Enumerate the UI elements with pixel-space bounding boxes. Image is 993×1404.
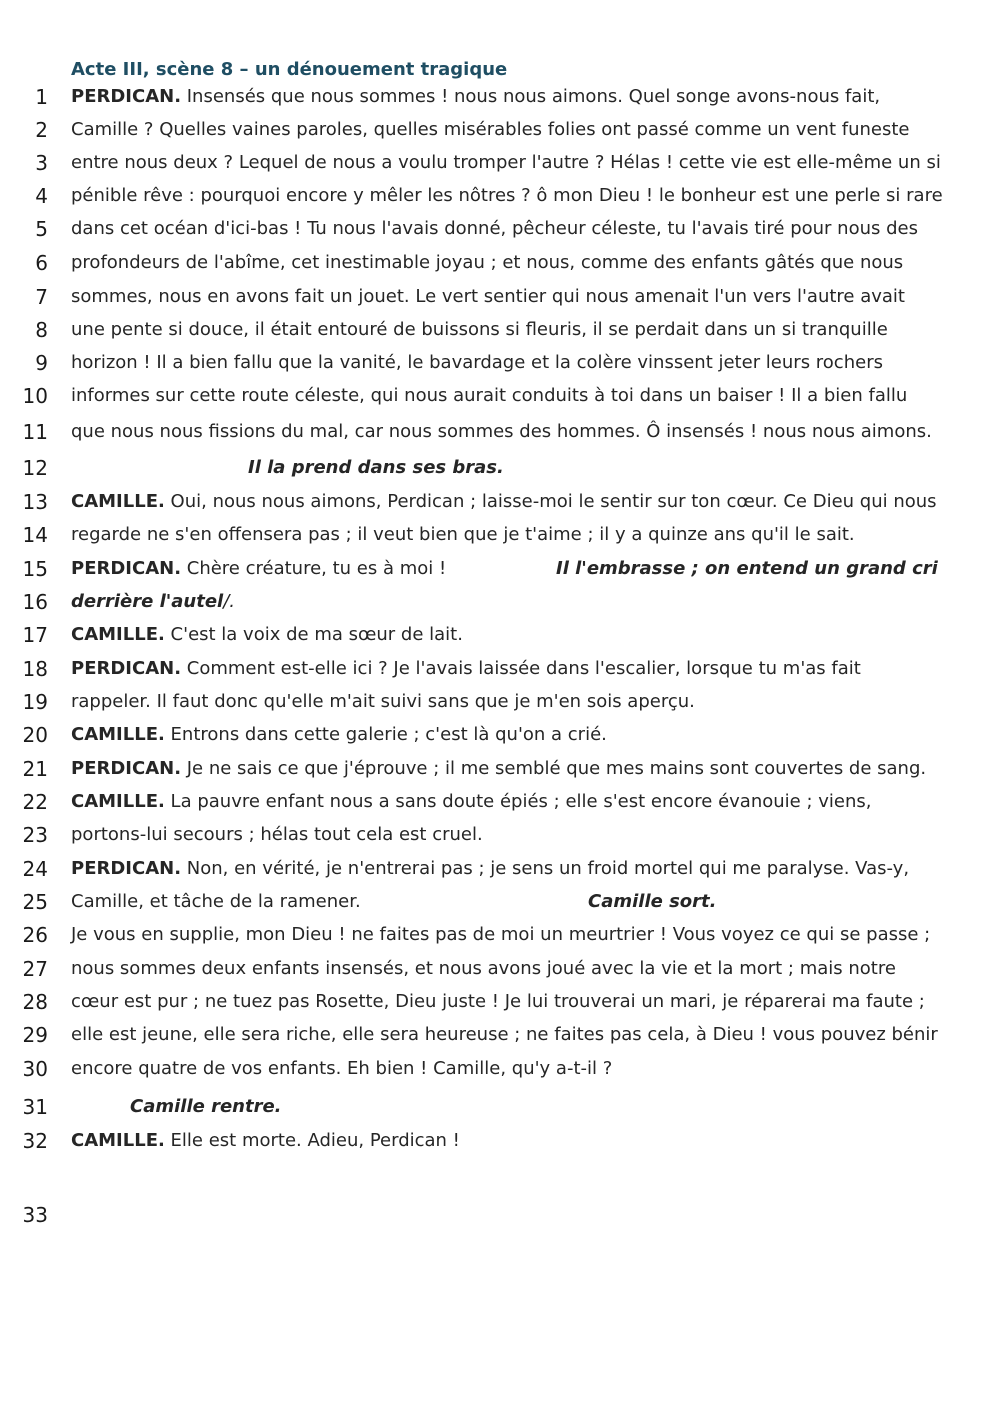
line-number: 19 [22,690,48,714]
dialogue-text: portons-lui secours ; hélas tout cela est cruel. [71,824,483,845]
stage-direction-tail: /. [223,591,235,612]
dialogue-text: informes sur cette route céleste, qui nous aurait conduits à toi dans un baiser ! Il a bien fallu [71,385,908,406]
speaker-name: CAMILLE. [71,491,165,512]
dialogue-text: entre nous deux ? Lequel de nous a voulu tromper l'autre ? Hélas ! cette vie est elle-même un si [71,152,941,173]
speaker-name: PERDICAN. [71,86,182,107]
line-number: 10 [22,384,48,408]
line-number: 11 [22,420,48,444]
dialogue-text: regarde ne s'en offensera pas ; il veut bien que je t'aime ; il y a quinze ans qu'il le sait. [71,524,855,545]
dialogue-text: cœur est pur ; ne tuez pas Rosette, Dieu juste ! Je lui trouverai un mari, je réparerai ma faute ; [71,991,925,1012]
dialogue-text: horizon ! Il a bien fallu que la vanité, le bavardage et la colère vinssent jeter leurs rochers [71,352,883,373]
speaker-name: PERDICAN. [71,558,182,579]
line-number: 6 [35,251,48,275]
line-number: 32 [22,1129,48,1153]
speaker-name: CAMILLE. [71,624,165,645]
line-13 [0,491,993,521]
line-24 [0,858,993,888]
line-number: 5 [35,217,48,241]
speaker-name: PERDICAN. [71,658,182,679]
line-29 [0,1024,993,1054]
line-18 [0,658,993,688]
line-15 [0,558,993,588]
line-number: 15 [22,557,48,581]
line-31 [0,1096,993,1126]
line-8 [0,319,993,349]
dialogue-text: Entrons dans cette galerie ; c'est là qu'on a crié. [164,724,607,745]
line-28 [0,991,993,1021]
line-number: 2 [35,118,48,142]
line-20 [0,724,993,754]
dialogue-text: Oui, nous nous aimons, Perdican ; laisse-moi le sentir sur ton cœur. Ce Dieu qui nous [164,491,937,512]
line-number: 30 [22,1057,48,1081]
dialogue-text: pénible rêve : pourquoi encore y mêler les nôtres ? ô mon Dieu ! le bonheur est une perle si rare [71,185,943,206]
speaker-name: CAMILLE. [71,791,165,812]
line-number: 4 [35,184,48,208]
line-number: 23 [22,823,48,847]
dialogue-text: sommes, nous en avons fait un jouet. Le vert sentier qui nous amenait l'un vers l'autre avait [71,286,905,307]
line-number: 16 [22,590,48,614]
speaker-name: PERDICAN. [71,758,182,779]
speaker-name: CAMILLE. [71,724,165,745]
dialogue-text: rappeler. Il faut donc qu'elle m'ait suivi sans que je m'en sois aperçu. [71,691,695,712]
dialogue-text: La pauvre enfant nous a sans doute épiés ; elle s'est encore évanouie ; viens, [164,791,872,812]
line-text [71,624,463,645]
line-25 [0,891,993,921]
line-4 [0,185,993,215]
line-text [71,758,926,779]
dialogue-text: Non, en vérité, je n'entrerai pas ; je sens un froid mortel qui me paralyse. Vas-y, [181,858,910,879]
line-number: 13 [22,490,48,514]
dialogue-text: Camille, et tâche de la ramener. [71,891,361,912]
line-1 [0,86,993,116]
line-number: 31 [22,1095,48,1119]
line-3 [0,152,993,182]
line-12 [0,457,993,487]
line-number: 9 [35,351,48,375]
line-17 [0,624,993,654]
line-14 [0,524,993,554]
line-number: 20 [22,723,48,747]
dialogue-text: profondeurs de l'abîme, cet inestimable joyau ; et nous, comme des enfants gâtés que nous [71,252,904,273]
dialogue-text: Elle est morte. Adieu, Perdican ! [164,1130,460,1151]
line-text [71,558,446,579]
line-number: 14 [22,523,48,547]
line-number: 25 [22,890,48,914]
line-number: 26 [22,923,48,947]
line-number: 3 [35,151,48,175]
line-number: 21 [22,757,48,781]
line-33 [0,1204,993,1234]
line-9 [0,352,993,382]
line-number: 27 [22,957,48,981]
line-number: 7 [35,285,48,309]
stage-direction: Camille rentre. [130,1096,282,1117]
line-11 [0,421,993,451]
stage-direction: Il l'embrasse ; on entend un grand cri [556,558,938,579]
dialogue-text: C'est la voix de ma sœur de lait. [164,624,463,645]
stage-direction: Il la prend dans ses bras. [248,457,504,478]
line-text [71,1130,460,1151]
scene-heading: Acte III, scène 8 – un dénouement tragique [71,59,508,80]
speaker-name: PERDICAN. [71,858,182,879]
dialogue-text: dans cet océan d'ici-bas ! Tu nous l'avais donné, pêcheur céleste, tu l'avais tiré pour nous des [71,218,918,239]
line-26 [0,924,993,954]
dialogue-text: Chère créature, tu es à moi ! [181,558,447,579]
line-5 [0,218,993,248]
line-2 [0,119,993,149]
dialogue-text: Comment est-elle ici ? Je l'avais laissée dans l'escalier, lorsque tu m'as fait [181,658,861,679]
stage-direction: Camille sort. [588,891,717,912]
line-6 [0,252,993,282]
line-number: 29 [22,1023,48,1047]
line-21 [0,758,993,788]
line-number: 18 [22,657,48,681]
speaker-name: CAMILLE. [71,1130,165,1151]
line-27 [0,958,993,988]
line-number: 12 [22,456,48,480]
line-number: 28 [22,990,48,1014]
dialogue-text: Insensés que nous sommes ! nous nous aimons. Quel songe avons-nous fait, [181,86,881,107]
line-number: 17 [22,623,48,647]
line-number: 1 [35,85,48,109]
dialogue-text: une pente si douce, il était entouré de buissons si fleuris, il se perdait dans un si tranquille [71,319,888,340]
line-7 [0,286,993,316]
dialogue-text: Je vous en supplie, mon Dieu ! ne faites pas de moi un meurtrier ! Vous voyez ce qui se passe ; [71,924,931,945]
line-32 [0,1130,993,1160]
line-number: 22 [22,790,48,814]
line-number: 33 [22,1203,48,1227]
line-text [71,658,861,679]
line-text [71,858,909,879]
line-text [71,86,880,107]
line-text [71,724,607,745]
dialogue-text: encore quatre de vos enfants. Eh bien ! Camille, qu'y a-t-il ? [71,1058,613,1079]
line-number: 24 [22,857,48,881]
dialogue-text: Je ne sais ce que j'éprouve ; il me semblé que mes mains sont couvertes de sang. [181,758,927,779]
line-text [71,591,235,612]
line-30 [0,1058,993,1088]
dialogue-text: elle est jeune, elle sera riche, elle sera heureuse ; ne faites pas cela, à Dieu ! vous pouvez bénir [71,1024,938,1045]
line-16 [0,591,993,621]
line-text [71,491,937,512]
stage-direction: derrière l'autel [71,591,224,612]
line-19 [0,691,993,721]
line-text [71,791,871,812]
line-22 [0,791,993,821]
dialogue-text: que nous nous fissions du mal, car nous sommes des hommes. Ô insensés ! nous nous aimons. [71,421,932,442]
dialogue-text: Camille ? Quelles vaines paroles, quelles misérables folies ont passé comme un vent funeste [71,119,910,140]
dialogue-text: nous sommes deux enfants insensés, et nous avons joué avec la vie et la mort ; mais notre [71,958,896,979]
line-number: 8 [35,318,48,342]
line-10 [0,385,993,415]
line-23 [0,824,993,854]
